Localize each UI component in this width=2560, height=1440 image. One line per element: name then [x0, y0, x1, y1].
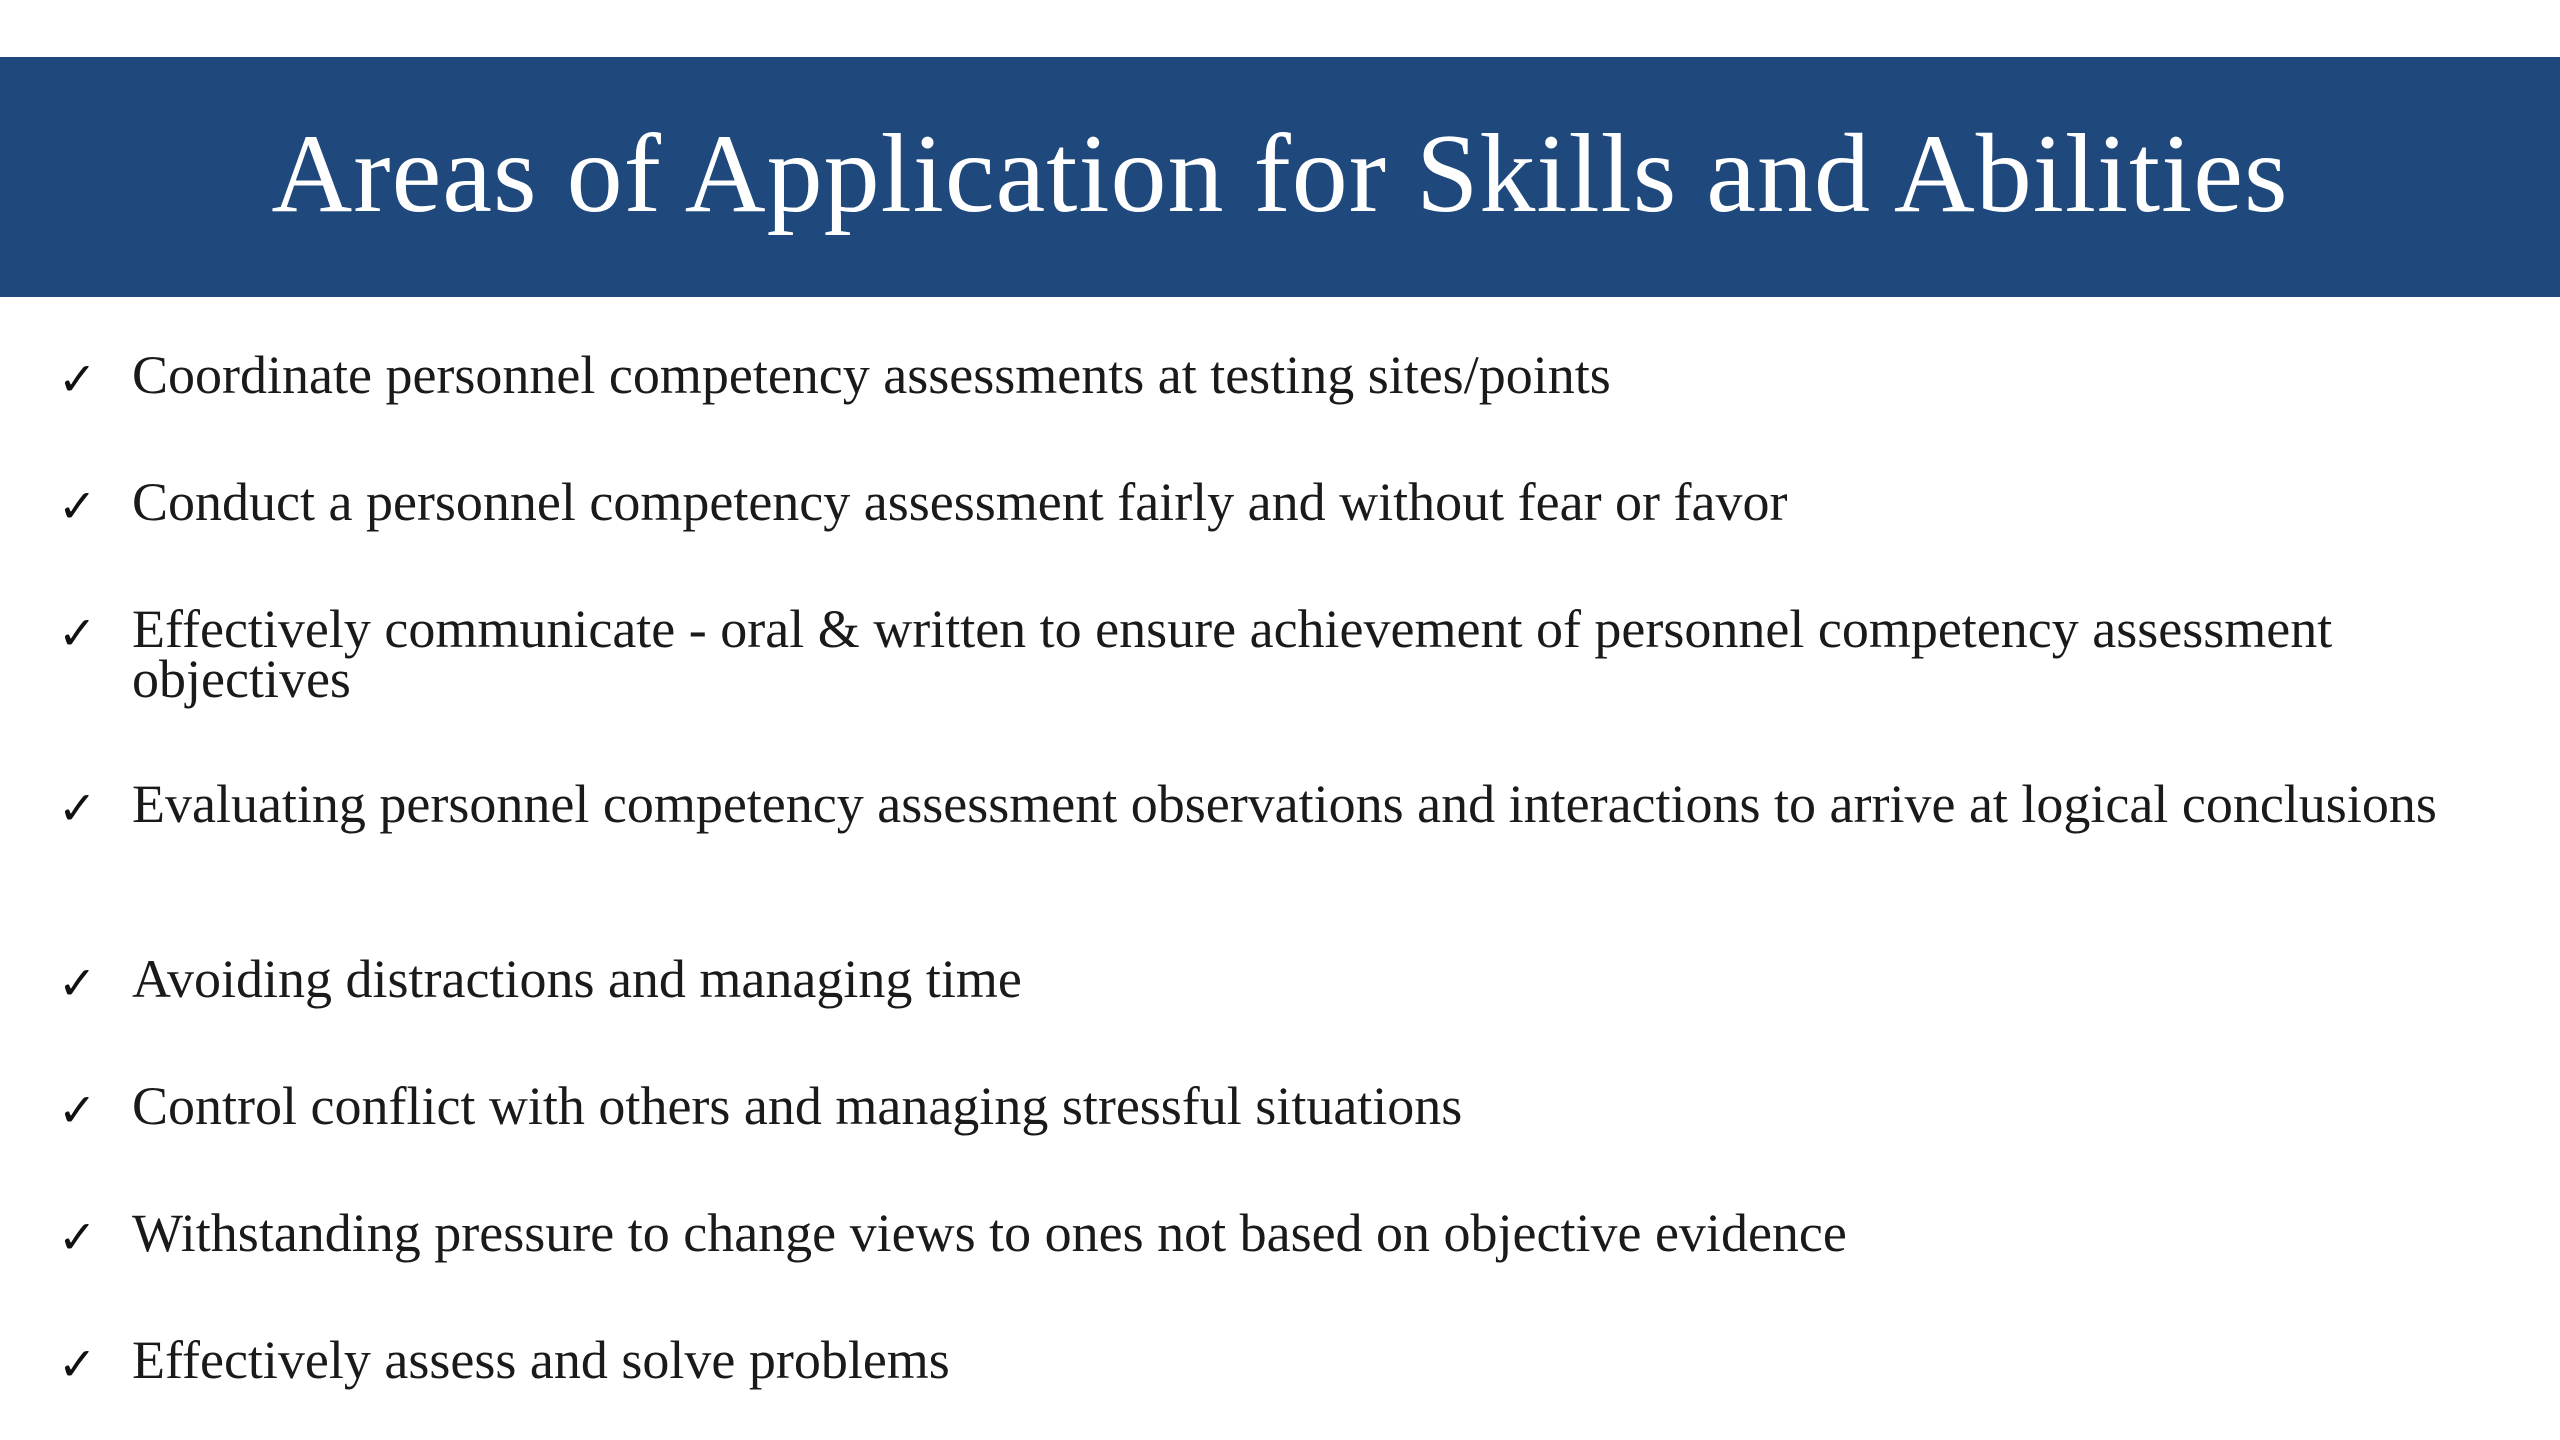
- bullet-item: [58, 1076, 2498, 1139]
- bullet-item: [58, 472, 2498, 535]
- bullet-item: [58, 599, 2498, 709]
- check-mark-icon: ✓: [58, 956, 97, 1010]
- slide-title: Areas of Application for Skills and Abilities: [271, 111, 2289, 236]
- check-mark-icon: ✓: [58, 352, 97, 406]
- bullet-item: [58, 345, 2498, 408]
- check-mark-icon: ✓: [58, 479, 97, 533]
- bullet-text: Evaluating personnel competency assessment observations and interactions to arrive at logical conclusions: [132, 774, 2437, 834]
- bullet-text: Coordinate personnel competency assessments at testing sites/points: [132, 345, 1611, 405]
- bullet-item: [58, 1203, 2498, 1266]
- bullet-text: Avoiding distractions and managing time: [132, 949, 1022, 1009]
- bullet-text: Effectively communicate - oral & written to ensure achievement of personnel competency assessment objectives: [132, 599, 2333, 709]
- bullet-text: Effectively assess and solve problems: [132, 1330, 950, 1390]
- bullet-item: [58, 949, 2498, 1012]
- check-mark-icon: ✓: [58, 1083, 97, 1137]
- check-mark-icon: ✓: [58, 1337, 97, 1391]
- bullet-text: Withstanding pressure to change views to ones not based on objective evidence: [132, 1203, 1847, 1263]
- check-mark-icon: ✓: [58, 781, 97, 835]
- bullet-text: Control conflict with others and managing stressful situations: [132, 1076, 1463, 1136]
- check-mark-icon: ✓: [58, 1210, 97, 1264]
- check-mark-icon: ✓: [58, 606, 97, 660]
- bullet-text: Conduct a personnel competency assessment fairly and without fear or favor: [132, 472, 1788, 532]
- bullet-item: [58, 774, 2498, 837]
- bullet-item: [58, 1330, 2498, 1393]
